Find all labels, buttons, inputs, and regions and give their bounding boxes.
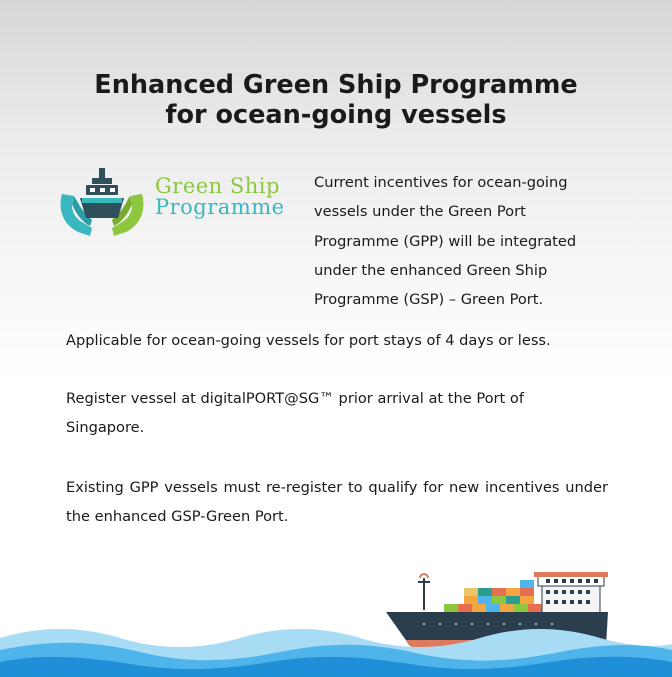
intro-line: Programme (GPP) will be integrated	[314, 232, 577, 250]
ocean-waves-illustration	[0, 590, 672, 677]
logo-text-programme: Programme	[155, 195, 285, 219]
point-re-register: Existing GPP vessels must re-register to qualify for new incentives under the enhanced GSP-Green Port.	[66, 479, 608, 526]
title-line-2: for ocean-going vessels	[165, 100, 507, 130]
title-line-1: Enhanced Green Ship Programme	[94, 70, 578, 100]
logo-text	[155, 176, 285, 218]
point-register-vessel: Register vessel at digitalPORT@SG™ prior arrival at the Port of Singapore.	[66, 390, 524, 437]
green-ship-programme-logo	[56, 162, 306, 242]
ship-hands-logo-icon	[56, 162, 148, 242]
logo-text-green-ship: Green Ship	[155, 174, 280, 198]
page-title	[0, 70, 672, 130]
point-port-stays: Applicable for ocean-going vessels for port stays of 4 days or less.	[66, 332, 551, 349]
intro-paragraph	[314, 168, 614, 314]
intro-line: vessels under the Green Port	[314, 203, 526, 221]
intro-line: Current incentives for ocean-going	[314, 174, 568, 191]
intro-line: Programme (GSP) – Green Port.	[314, 291, 544, 309]
intro-line: under the enhanced Green Ship	[314, 261, 548, 279]
